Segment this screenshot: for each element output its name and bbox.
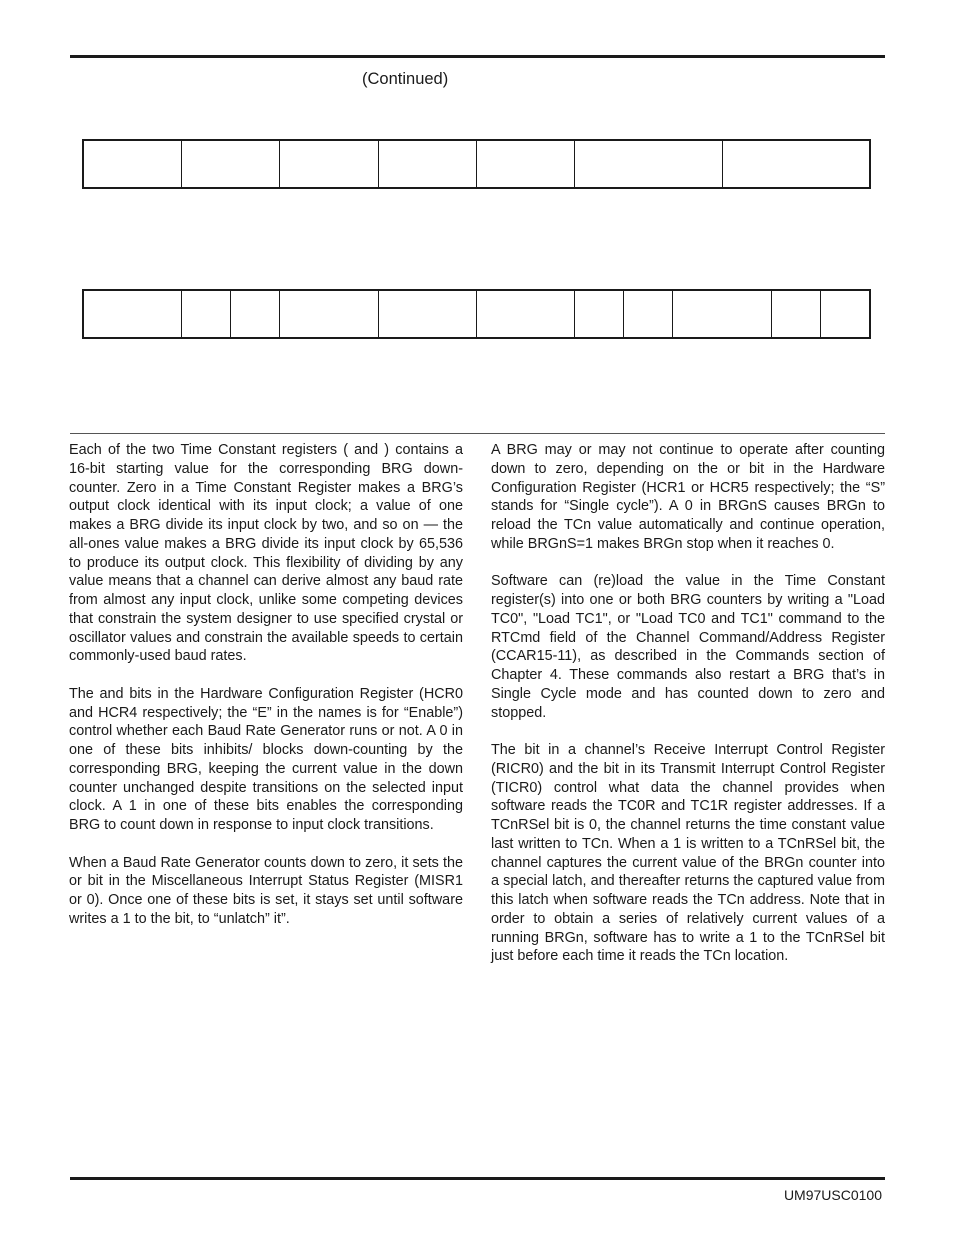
document-code: UM97USC0100 [783,1187,882,1203]
register-cell [477,141,575,187]
register-cell [575,291,624,337]
register-cell [182,291,231,337]
paragraph: Each of the two Time Constant registers ( and ) contains a 16-bit starting value for the corresponding BRG down-counter. Zero in a Time Constant Register makes a BRG’s output clock identical with its input clock; a value of one makes a BRG divide its input clock by two, and so on — the all-ones value makes a BRG divide its input clock by 65,536 to produce its output clock. This flexibility of dividing by any value means that a channel can derive almost any baud rate from almost any input clock, unlike some competing devices that constrain the system designer to use specified crystal or oscillator values and constrain the available speeds to certain commonly-used baud rates. [69,442,463,665]
paragraph: A BRG may or may not continue to operate after counting down to zero, depending on the or bit in the Hardware Configuration Register (HCR1 or HCR5 respectively; the “S” stands for “Single cycle”). A 0 in BRGnS causes BRGn to reload the TCn value automatically and continue operation, while BRGnS=1 makes BRGn stop when it reaches 0. [491,442,885,552]
top-rule [70,55,885,58]
register-cell [231,291,280,337]
register-cell [477,291,575,337]
paragraph: Software can (re)load the value in the Time Constant register(s) into one or both BRG counters by writing a "Load TC0", "Load TC1", or "Load TC0 and TC1" command to the RTCmd field of the Channel Command/Address Register (CCAR15-11), as described in the Commands section of Chapter 4. These commands also restart a BRG that’s in Single Cycle mode and has counted down to zero and stopped. [491,573,885,721]
register-cell [379,291,477,337]
register-cell [723,141,869,187]
paragraph: The and bits in the Hardware Configuration Register (HCR0 and HCR4 respectively; the “E” in the names is for “Enable”) control whether each Baud Rate Generator runs or not. A 0 in one of these bits inhibits/ blocks down-counting by the corresponding BRG, keeping the current value in the down counter unchanged despite transitions on the selected input clock. A 1 in one of these bits enables the corresponding BRG to count down in response to input clock transitions. [69,685,463,833]
register-cell [182,141,280,187]
register-cell [673,291,772,337]
bottom-rule [70,1177,885,1180]
right-column [491,441,885,985]
register-cell [280,141,379,187]
continued-label: (Continued) [362,70,449,88]
section-rule [70,433,885,434]
left-column [69,441,463,947]
register-cell [821,291,869,337]
register-cell [84,141,182,187]
register-cell [624,291,673,337]
register-diagram-2 [82,289,871,339]
register-diagram-1 [82,139,871,189]
register-cell [379,141,477,187]
paragraph: The bit in a channel’s Receive Interrupt Control Register (RICR0) and the bit in its Transmit Interrupt Control Register (TICR0) control what data the channel provides when software reads the TC0R and TC1R register addresses. If a TCnRSel bit is 0, the channel returns the time constant value last written to TCn. When a 1 is written to a TCnRSel bit, the channel captures the current value of the BRGn counter into a special latch, and thereafter returns the captured value from this latch when software reads the TCn address. Note that in order to obtain a series of relatively current values of a running BRGn, software has to write a 1 to the TCnRSel bit just before each time it reads the TCn location. [491,742,885,965]
register-cell [280,291,379,337]
register-cell [84,291,182,337]
paragraph: When a Baud Rate Generator counts down to zero, it sets the or bit in the Miscellaneous Interrupt Status Register (MISR1 or 0). Once one of these bits is set, it stays set until software writes a 1 to the bit, to “unlatch” it”. [69,854,463,927]
register-cell [772,291,821,337]
register-cell [575,141,723,187]
